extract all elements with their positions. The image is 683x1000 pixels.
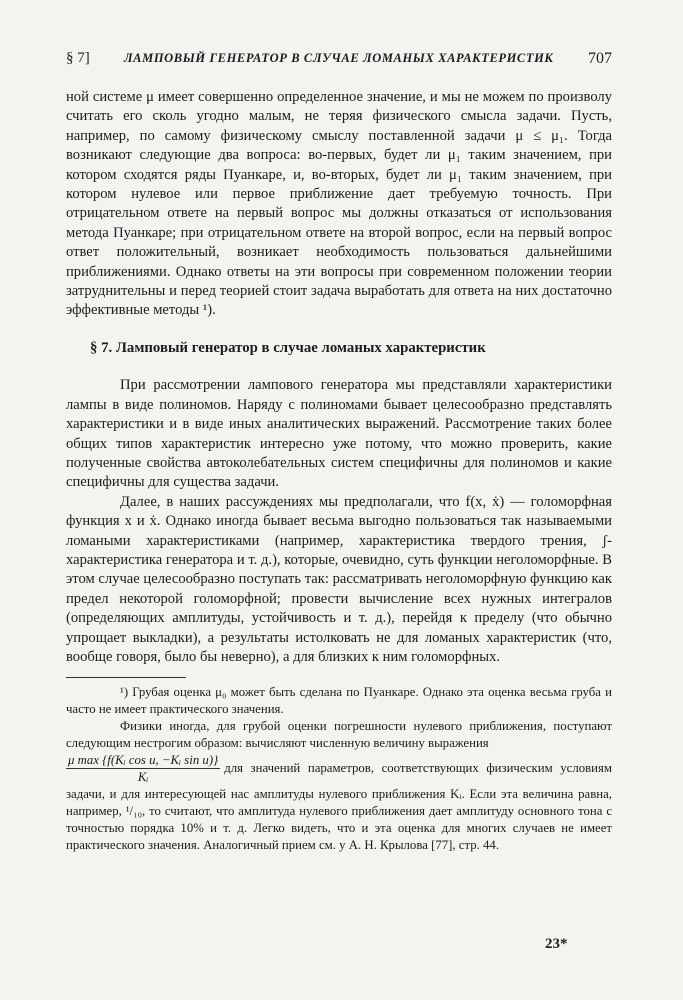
section-heading: § 7. Ламповый генератор в случае ломаных характеристик: [90, 339, 486, 356]
paragraph-broken-characteristics: Далее, в наших рассуждениях мы предполагали, что f(x, ẋ) — голоморфная функция x и ẋ. Однако иногда бывает весьма выгодно пользоваться так называемыми ломаными характеристиками (например, характеристика твердого трения, ʃ-характеристика генератора и т. д.), которые, очевидно, суть функции неголоморфные. В этом случае целесообразно поступать так: рассматривать неголоморфную функцию как предел некоторой голоморфной; провести вычисление всех нужных интегралов (определяющих амплитуды, устойчивость и т. д.), перейдя к пределу (что обычно упрощает выкладки), а результаты истолковать не для ломаных характеристик (что, вообще говоря, было бы неверно), а для близких к ним голоморфных.: [66, 493, 612, 665]
running-header: [66, 50, 612, 76]
header-title: ЛАМПОВЫЙ ГЕНЕРАТОР В СЛУЧАЕ ЛОМАНЫХ ХАРАКТЕРИСТИК: [124, 51, 554, 65]
fraction-numerator: μ max {f(Kᵢ cos u, −Kᵢ sin u)}: [66, 752, 220, 770]
main-text: [66, 88, 612, 853]
footnote-physicists-text: для значений параметров, соответствующих физическим условиям задачи, и для интересующей нас амплитуды нулевого приближения Kᵢ. Если эта величина равна, например, ¹/₁₀, то считают, что амплитуда нулевого приближения дает амплитуду основного тона с точностью порядка 10% и т. д. Легко видеть, что и эта оценка для многих случаев не имеет практического значения. Аналогичный прием см. у А. Н. Крылова [77], стр. 44.: [66, 760, 612, 852]
paragraph-continuation: ной системе μ имеет совершенно определенное значение, и мы не можем по произволу считать его сколь угодно малым, не теряя физического смысла задачи. Пусть, например, по самому физическому смыслу поставленной задачи μ ≤ μ₁. Тогда возникают следующие два вопроса: во-первых, будет ли μ₁ таким значением, при котором сходятся ряды Пуанкаре, и, во-вторых, будет ли μ₁ таким значением, при котором нулевое или первое приближение дает требуемую точность. При отрицательном ответе на первый вопрос мы должны отказаться от использования метода Пуанкаре; при отрицательном ответе на второй вопрос, если на первый вопрос ответ положительный, возникает необходимость пользоваться дальнейшими приближениями. Однако ответы на эти вопросы при современном положении теории затруднительны и перед теорией стоит задача выработать для ответа на них достаточно эффективные методы ¹).: [66, 89, 612, 319]
header-section-ref: § 7]: [66, 50, 90, 66]
page-number: 707: [588, 50, 612, 67]
footnotes: [66, 677, 612, 853]
fraction-denominator: Kᵢ: [137, 770, 149, 785]
paragraph-polynomials: При рассмотрении лампового генератора мы представляли характеристики лампы в виде полиномов. Наряду с полиномами бывает целесообразно представлять характеристики и в виде иных аналитических выражений. Рассмотрение таких более общих типов характеристик интересно уже потому, что можно проверить, какие полученные свойства автоколебательных систем специфичны для полиномов и какие специфичны для существа задачи.: [66, 377, 612, 491]
signature-mark: 23*: [545, 936, 568, 952]
footnote-rule: [66, 677, 186, 678]
footnote-physicists-continued: [66, 752, 612, 854]
footnote-1: ¹) Грубая оценка μ₀ может быть сделана по Пуанкаре. Однако эта оценка весьма груба и часто не имеет практического значения.: [66, 685, 612, 717]
footnote-physicists-intro: Физики иногда, для грубой оценки погрешности нулевого приближения, поступают следующим нестрогим образом: вычисляют численную величину выражения: [66, 718, 612, 750]
estimate-fraction: [66, 752, 220, 787]
